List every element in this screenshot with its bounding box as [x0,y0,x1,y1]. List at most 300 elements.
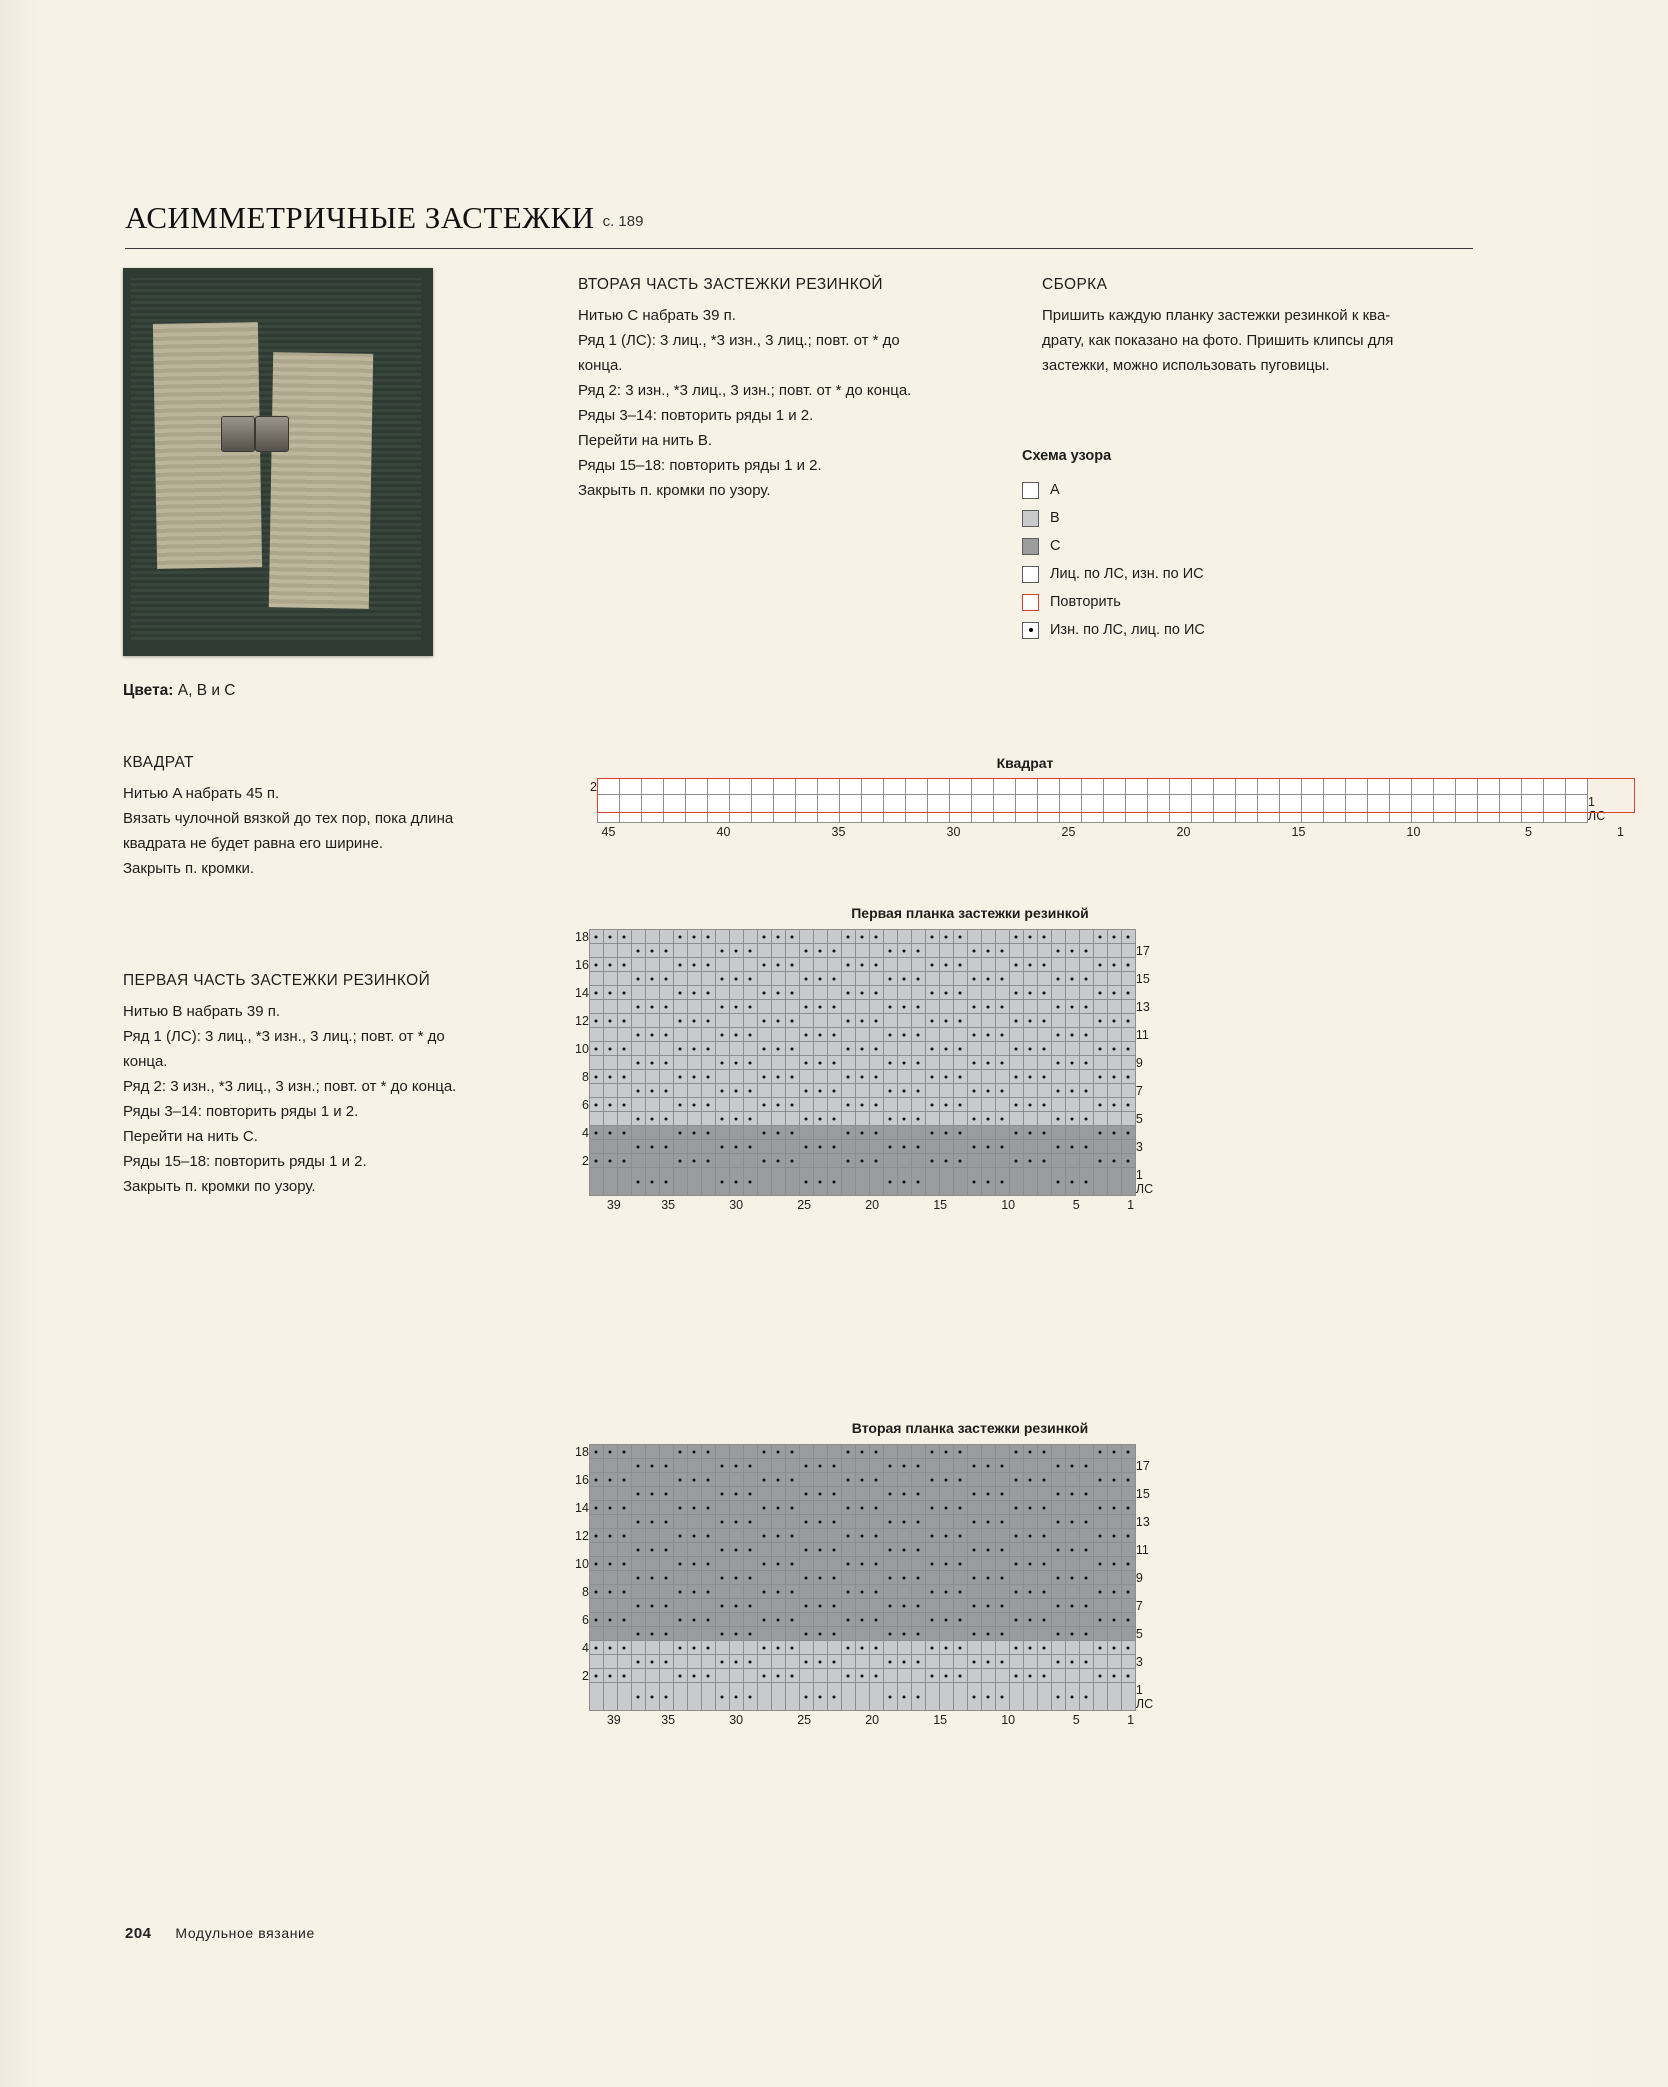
chart-cell [785,1070,799,1084]
chart-cell [701,1627,715,1641]
chart-cell [1104,795,1126,823]
section-second-band-line-6: Ряды 15–18: повторить ряды 1 и 2. [578,457,822,474]
chart-cell [757,1683,771,1711]
chart-cell [771,1084,785,1098]
chart-cell [981,1140,995,1154]
chart-cell [813,1669,827,1683]
chart-cell [1107,1585,1121,1599]
chart-cell [701,1084,715,1098]
chart-column-label: 35 [831,825,846,839]
chart-cell [730,795,752,823]
chart-cell [883,1140,897,1154]
legend-label-c: C [1050,538,1061,554]
chart-cell [813,1683,827,1711]
chart-cell [785,986,799,1000]
chart-cell [1065,1599,1079,1613]
chart-row-label-left: 8 [581,1584,589,1599]
chart-cell [589,1056,603,1070]
chart-cell [701,1487,715,1501]
chart-cell [785,930,799,944]
chart-cell [1107,1000,1121,1014]
chart-cell [1037,1543,1051,1557]
chart-cell [855,1543,869,1557]
chart-cell [995,1014,1009,1028]
chart-row-label-left [575,1487,589,1501]
chart-cell [1037,1501,1051,1515]
chart-cell [1038,779,1060,795]
chart-cell [841,1168,855,1196]
chart-cell [603,986,617,1000]
chart-cell [1079,1000,1093,1014]
chart-cell [1009,1669,1023,1683]
chart-cell [869,1042,883,1056]
chart-cell [1065,1613,1079,1627]
chart-cell [869,1543,883,1557]
chart-cell [729,1515,743,1529]
chart-cell [659,1571,673,1585]
section-first-band-line-0: Нитью B набрать 39 п. [123,1003,281,1020]
chart-cell [981,1571,995,1585]
chart-cell [617,1084,631,1098]
chart-cell [897,1140,911,1154]
chart-cell [1023,1140,1037,1154]
chart-row-label-left: 10 [575,1556,589,1571]
chart-cell [729,1098,743,1112]
chart-cell [897,1599,911,1613]
chart-cell [841,1154,855,1168]
chart-cell [1009,1056,1023,1070]
chart-cell [911,1445,925,1459]
chart-cell [1065,930,1079,944]
chart-cell [813,1056,827,1070]
chart-cell [1051,1627,1065,1641]
chart-row-label-left: 4 [581,1640,589,1655]
chart-column-label: 20 [1176,825,1191,839]
chart-cell [701,1655,715,1669]
chart-cell [799,1613,813,1627]
chart-cell [701,1473,715,1487]
chart-cell [1121,1543,1135,1557]
chart-cell [1051,1473,1065,1487]
chart-cell [673,972,687,986]
chart-cell [603,1529,617,1543]
chart-cell [827,1028,841,1042]
chart-cell [743,1154,757,1168]
chart-cell [827,1585,841,1599]
chart-cell [589,1669,603,1683]
chart-cell [659,1014,673,1028]
section-square-line-0: Нитью A набрать 45 п. [123,785,280,802]
chart-cell [589,1459,603,1473]
chart-cell [1107,1445,1121,1459]
chart-cell [729,1056,743,1070]
chart-cell [659,1669,673,1683]
chart-cell [687,1627,701,1641]
chart-cell [981,1459,995,1473]
chart-cell [645,1168,659,1196]
chart-cell [1093,944,1107,958]
chart-cell [1121,1571,1135,1585]
chart-cell [1037,1140,1051,1154]
chart-cell [785,1473,799,1487]
chart-cell [981,1042,995,1056]
chart-row [575,1529,1153,1543]
chart-cell [645,1056,659,1070]
chart-cell [813,1070,827,1084]
chart-cell [953,1641,967,1655]
chart-cell [953,1473,967,1487]
chart-cell [799,1154,813,1168]
chart-cell [869,1112,883,1126]
chart-cell [1023,1028,1037,1042]
chart-cell [1566,779,1588,795]
chart-cell [925,1487,939,1501]
chart-cell [953,986,967,1000]
chart-cell [1023,1683,1037,1711]
chart-cell [589,1445,603,1459]
chart-cell [1107,930,1121,944]
chart-cell [1121,986,1135,1000]
chart-row-label-right [1135,1641,1153,1655]
chart-cell [659,1056,673,1070]
chart-cell [981,1000,995,1014]
chart-cell [631,1445,645,1459]
photo-clasp-right [255,416,289,452]
legend-swatch-repeat-icon [1022,594,1039,611]
chart-row [575,1683,1153,1711]
chart-cell [953,930,967,944]
chart-cell [617,1543,631,1557]
section-first-band-line-4: Ряды 3–14: повторить ряды 1 и 2. [123,1103,359,1120]
chart-cell [589,1084,603,1098]
chart-cell [897,1557,911,1571]
chart-cell [687,1641,701,1655]
chart-cell [1079,1028,1093,1042]
chart-column-label: 20 [865,1713,880,1727]
chart-cell [659,1445,673,1459]
chart-cell [1107,958,1121,972]
chart-column-label: 40 [716,825,731,839]
chart-cell [1009,1571,1023,1585]
chart-cell [730,779,752,795]
chart-cell [995,1098,1009,1112]
chart-cell [1121,944,1135,958]
chart-cell [1121,1140,1135,1154]
chart-cell [645,1000,659,1014]
chart-cell [785,1028,799,1042]
chart-row-label-left [575,972,589,986]
chart-cell [883,1000,897,1014]
chart-cell [743,1487,757,1501]
chart-cell [840,779,862,795]
chart-cell [939,972,953,986]
section-second-band-line-5: Перейти на нить B. [578,432,713,449]
chart-cell [617,1487,631,1501]
chart-cell [813,1000,827,1014]
chart-cell [1051,1571,1065,1585]
chart-cell [1009,1529,1023,1543]
chart-cell [939,1599,953,1613]
chart-cell [687,1000,701,1014]
chart-cell [659,1557,673,1571]
chart-cell [673,1627,687,1641]
chart-cell [631,1056,645,1070]
chart-cell [673,1084,687,1098]
chart-row [575,1585,1153,1599]
section-first-band-line-5: Перейти на нить C. [123,1128,258,1145]
chart-cell [897,1613,911,1627]
chart-cell [841,1599,855,1613]
chart-row-label-left [575,1627,589,1641]
chart-cell [967,1028,981,1042]
chart-cell [1093,1627,1107,1641]
chart-row-label-right: 17 [1135,1458,1150,1473]
chart-cell [589,1655,603,1669]
chart-cell [701,1669,715,1683]
chart-cell [799,1515,813,1529]
chart-cell [1037,1000,1051,1014]
chart-cell [883,1529,897,1543]
chart-cell [1121,1154,1135,1168]
chart-cell [1051,1168,1065,1196]
chart-cell [673,1098,687,1112]
chart-cell [911,1613,925,1627]
chart-cell [1023,1613,1037,1627]
chart-cell [715,1126,729,1140]
chart-cell [701,944,715,958]
chart-cell [785,1168,799,1196]
chart-cell [1544,779,1566,795]
chart-column-label: 30 [729,1713,744,1727]
chart-cell [617,1571,631,1585]
chart-cell [673,958,687,972]
chart-cell [673,944,687,958]
chart-cell [869,944,883,958]
chart-column-label: 25 [1061,825,1076,839]
chart-cell [659,1543,673,1557]
chart-cell [911,1070,925,1084]
chart-cell [757,1084,771,1098]
chart-cell [645,1070,659,1084]
chart-cell [925,1473,939,1487]
chart-cell [1065,958,1079,972]
chart-cell [1065,1098,1079,1112]
chart-cell [1079,1543,1093,1557]
chart-cell [785,1557,799,1571]
chart-cell [1009,1515,1023,1529]
chart-cell [855,1459,869,1473]
chart-cell [1009,972,1023,986]
chart-row-label-left: 2 [581,1153,589,1168]
chart-cell [1093,1473,1107,1487]
chart-cell [659,930,673,944]
chart-cell [855,1515,869,1529]
chart-cell [645,1445,659,1459]
chart-cell [1121,1613,1135,1627]
chart-cell [715,1613,729,1627]
chart-cell [687,1669,701,1683]
chart-cell [1079,1014,1093,1028]
chart-cell [673,986,687,1000]
chart-cell [827,1168,841,1196]
chart-cell [617,1599,631,1613]
chart-row-label-left: 6 [581,1097,589,1112]
chart-cell [939,1168,953,1196]
chart-cell [1121,1042,1135,1056]
chart-cell [771,1613,785,1627]
chart-cell [771,944,785,958]
chart-cell [729,1627,743,1641]
chart-cell [729,1571,743,1585]
chart-row-label-left [575,1000,589,1014]
legend-item-a [1022,476,1352,504]
chart-cell [1023,1070,1037,1084]
chart-cell [981,944,995,958]
chart-cell [659,1084,673,1098]
chart-cell [1037,1585,1051,1599]
section-second-band-line-7: Закрыть п. кромки по узору. [578,482,771,499]
chart-cell [771,1487,785,1501]
chart-cell [1009,1140,1023,1154]
chart-cell [1236,779,1258,795]
chart-cell [771,1056,785,1070]
chart-cell [855,1557,869,1571]
chart-cell [1368,779,1390,795]
chart-cell [673,1140,687,1154]
chart-cell [1023,986,1037,1000]
chart-cell [967,1140,981,1154]
chart-cell [617,1529,631,1543]
chart-cell [841,1641,855,1655]
chart-cell [1023,1655,1037,1669]
chart-cell [729,1459,743,1473]
chart-cell [743,1655,757,1669]
chart-cell [1023,1487,1037,1501]
chart-row-label-left [575,1084,589,1098]
section-second-band-line-0: Нитью C набрать 39 п. [578,307,736,324]
chart-cell [631,1487,645,1501]
chart-cell [981,1445,995,1459]
chart-cell [743,986,757,1000]
chart-cell [841,1487,855,1501]
chart-cell [827,944,841,958]
chart-row-label-left: 4 [581,1125,589,1140]
chart-cell [883,1669,897,1683]
chart-cell [827,1599,841,1613]
chart-cell [1456,779,1478,795]
chart-cell [939,1529,953,1543]
chart-cell [813,1473,827,1487]
chart-cell [967,1070,981,1084]
chart-column-label: 35 [661,1713,676,1727]
chart-cell [729,972,743,986]
chart-cell [799,1459,813,1473]
chart-cell [1079,1112,1093,1126]
chart-cell [1060,779,1082,795]
chart-cell [841,958,855,972]
chart-cell [1051,944,1065,958]
chart-cell [1023,1585,1037,1599]
chart-cell [1065,1056,1079,1070]
chart-cell [799,1585,813,1599]
chart-cell [631,1098,645,1112]
chart-cell [911,1014,925,1028]
chart-cell [673,1459,687,1473]
chart-cell [1037,1084,1051,1098]
chart-cell [925,1445,939,1459]
chart-cell [1037,1473,1051,1487]
chart-cell [1079,958,1093,972]
chart-cell [925,1459,939,1473]
chart-cell [883,1599,897,1613]
chart-cell [673,1056,687,1070]
chart-cell [743,958,757,972]
chart-cell [1093,1154,1107,1168]
chart-cell [715,930,729,944]
chart-cell [827,1000,841,1014]
chart-cell [953,944,967,958]
chart-cell [869,986,883,1000]
chart-cell [939,1627,953,1641]
chart-cell [1126,795,1148,823]
chart-cell [1009,1487,1023,1501]
chart-cell [617,1669,631,1683]
chart-cell [659,1154,673,1168]
chart-cell [928,779,950,795]
chart-cell [659,1655,673,1669]
chart-cell [1023,1571,1037,1585]
chart-cell [967,958,981,972]
chart-cell [1051,1445,1065,1459]
chart-cell [925,930,939,944]
chart-cell [1065,1112,1079,1126]
chart-cell [939,1571,953,1585]
chart-cell [967,1014,981,1028]
page-reference: с. 189 [602,213,644,230]
chart-cell [855,1683,869,1711]
chart-cell [1037,1529,1051,1543]
chart-cell [1037,986,1051,1000]
chart-cell [855,1098,869,1112]
chart-cell [715,1098,729,1112]
chart-cell [925,1112,939,1126]
chart-cell [1065,1487,1079,1501]
chart-cell [1544,795,1566,823]
chart-cell [729,1070,743,1084]
chart-cell [771,1445,785,1459]
chart-cell [715,1641,729,1655]
chart-row-label-left [575,1683,589,1711]
chart-cell [953,1028,967,1042]
photo-caption-label: Цвета: [123,682,174,699]
chart-cell [785,1056,799,1070]
chart-cell [1107,1098,1121,1112]
chart-cell [827,1084,841,1098]
chart-cell [645,958,659,972]
chart-cell [603,958,617,972]
chart-cell [645,1613,659,1627]
chart-cell [701,930,715,944]
chart-cell [981,1641,995,1655]
chart-cell [911,1473,925,1487]
chart-cell [967,1669,981,1683]
chart-cell [771,1459,785,1473]
chart-cell [818,795,840,823]
chart-column-label: 39 [606,1713,621,1727]
chart-cell [743,1028,757,1042]
chart-cell [701,1028,715,1042]
chart-cell [1009,1000,1023,1014]
